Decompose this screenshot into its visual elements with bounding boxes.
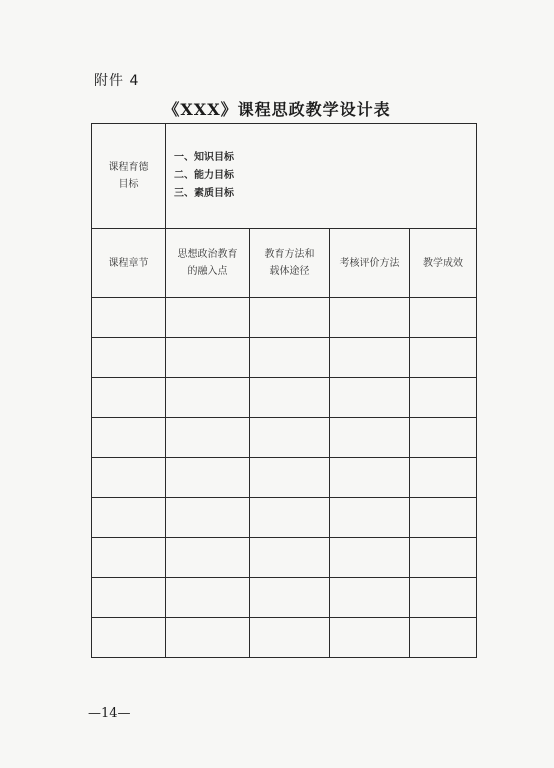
table-cell[interactable] bbox=[166, 298, 250, 338]
table-cell[interactable] bbox=[166, 378, 250, 418]
table-cell[interactable] bbox=[92, 378, 166, 418]
table-cell[interactable] bbox=[166, 578, 250, 618]
table-cell[interactable] bbox=[250, 418, 330, 458]
table-cell[interactable] bbox=[166, 458, 250, 498]
moral-goals-label-cell bbox=[92, 124, 166, 229]
header-assessment-method bbox=[330, 229, 410, 298]
table-row bbox=[92, 338, 477, 378]
header-course-chapter bbox=[92, 229, 166, 298]
table-row bbox=[92, 378, 477, 418]
table-row bbox=[92, 498, 477, 538]
table-row bbox=[92, 578, 477, 618]
table-cell[interactable] bbox=[330, 458, 410, 498]
header-assessment-method-text: 考核评价方法 bbox=[339, 257, 400, 269]
table-cell[interactable] bbox=[330, 618, 410, 658]
table-cell[interactable] bbox=[410, 458, 477, 498]
table-cell[interactable] bbox=[166, 498, 250, 538]
moral-goals-label-line1: 课程育德 bbox=[108, 162, 149, 173]
table-cell[interactable] bbox=[92, 418, 166, 458]
form-title: 《XXX》课程思政教学设计表 bbox=[163, 100, 391, 119]
moral-goals-content-cell[interactable] bbox=[166, 124, 477, 229]
header-course-chapter-text: 课程章节 bbox=[108, 257, 149, 269]
table-cell[interactable] bbox=[330, 418, 410, 458]
table-cell[interactable] bbox=[92, 338, 166, 378]
header-education-method-line1: 教育方法和 bbox=[264, 249, 315, 260]
table-cell[interactable] bbox=[410, 538, 477, 578]
table-cell[interactable] bbox=[410, 618, 477, 658]
moral-goals-label-line2: 目标 bbox=[118, 179, 139, 190]
table-cell[interactable] bbox=[250, 378, 330, 418]
table-cell[interactable] bbox=[92, 298, 166, 338]
table-cell[interactable] bbox=[330, 338, 410, 378]
table-cell[interactable] bbox=[410, 578, 477, 618]
table-cell[interactable] bbox=[410, 498, 477, 538]
table-row bbox=[92, 418, 477, 458]
table-header-row bbox=[92, 229, 477, 298]
table-cell[interactable] bbox=[330, 298, 410, 338]
table-cell[interactable] bbox=[250, 618, 330, 658]
page-number: —14— bbox=[88, 706, 131, 721]
header-ideological-point-line1: 思想政治教育 bbox=[177, 249, 238, 260]
table-cell[interactable] bbox=[410, 378, 477, 418]
table-row bbox=[92, 298, 477, 338]
header-ideological-point bbox=[166, 229, 250, 298]
table-row bbox=[92, 618, 477, 658]
table-cell[interactable] bbox=[250, 578, 330, 618]
table-cell[interactable] bbox=[166, 538, 250, 578]
table-body bbox=[92, 298, 477, 658]
table-cell[interactable] bbox=[92, 458, 166, 498]
table-cell[interactable] bbox=[250, 498, 330, 538]
table-cell[interactable] bbox=[92, 578, 166, 618]
header-teaching-outcome-text: 教学成效 bbox=[423, 257, 463, 269]
table-cell[interactable] bbox=[250, 538, 330, 578]
table-cell[interactable] bbox=[250, 298, 330, 338]
table-cell[interactable] bbox=[250, 338, 330, 378]
header-education-method bbox=[250, 229, 330, 298]
table-cell[interactable] bbox=[92, 498, 166, 538]
table-cell[interactable] bbox=[330, 538, 410, 578]
table-row bbox=[92, 458, 477, 498]
table-cell[interactable] bbox=[166, 418, 250, 458]
table-cell[interactable] bbox=[250, 458, 330, 498]
table-cell[interactable] bbox=[92, 538, 166, 578]
header-education-method-line2: 载体途径 bbox=[269, 266, 310, 277]
header-teaching-outcome bbox=[410, 229, 477, 298]
table-cell[interactable] bbox=[92, 618, 166, 658]
header-ideological-point-line2: 的融入点 bbox=[187, 266, 228, 277]
attachment-label: 附件 4 bbox=[94, 73, 140, 89]
goal-quality: 三、素质目标 bbox=[174, 188, 234, 199]
table-cell[interactable] bbox=[410, 418, 477, 458]
goal-ability: 二、能力目标 bbox=[174, 170, 234, 181]
table-cell[interactable] bbox=[410, 338, 477, 378]
table-cell[interactable] bbox=[166, 618, 250, 658]
table-cell[interactable] bbox=[330, 378, 410, 418]
table-cell[interactable] bbox=[410, 298, 477, 338]
table-cell[interactable] bbox=[166, 338, 250, 378]
table-cell[interactable] bbox=[330, 498, 410, 538]
course-design-table bbox=[91, 123, 477, 658]
table-row bbox=[92, 538, 477, 578]
goal-knowledge: 一、知识目标 bbox=[174, 152, 234, 163]
table-cell[interactable] bbox=[330, 578, 410, 618]
